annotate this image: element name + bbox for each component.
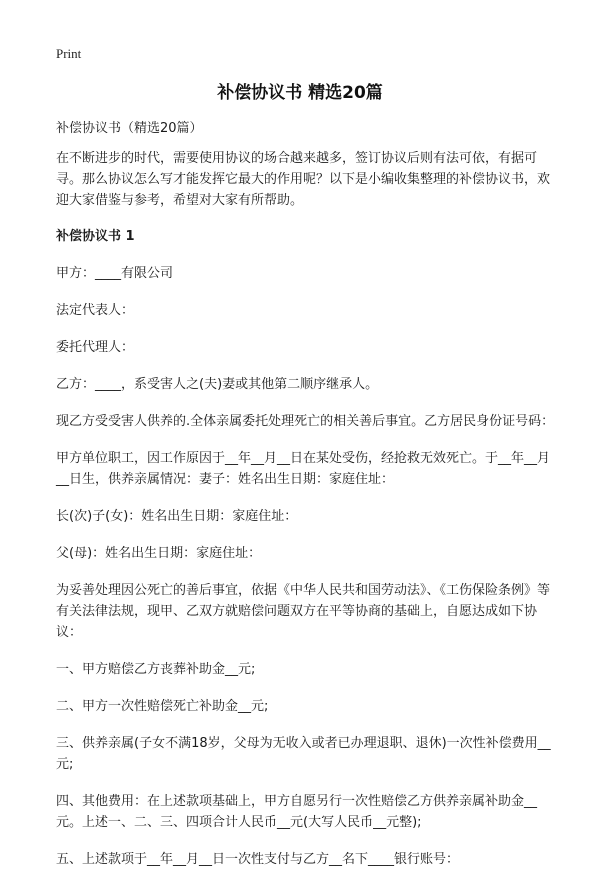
intro-paragraph: 在不断进步的时代，需要使用协议的场合越来越多，签订协议后则有法可依，有据可寻。那么协议怎么写才能发挥它最大的作用呢？以下是小编收集整理的补偿协议书，欢迎大家借鉴与参考，希望对大家有所帮助。 <box>56 151 551 208</box>
entrustment-paragraph: 现乙方受受害人供养的.全体亲属委托处理死亡的相关善后事宜。乙方居民身份证号码： <box>56 414 555 429</box>
document-subtitle: 补偿协议书（精选20篇） <box>56 121 203 136</box>
legal-basis-paragraph: 为妥善处理因公死亡的善后事宜，依据《中华人民共和国劳动法》、《工伤保险条例》等有关法律法规，现甲、乙双方就赔偿问题双方在平等协商的基础上，自愿达成如下协议： <box>56 583 551 640</box>
clause-5: 五、上述款项于__年__月__日一次性支付与乙方__名下____银行账号： <box>56 852 460 867</box>
parent-info-line: 父(母)：姓名出生日期：家庭住址： <box>56 546 262 561</box>
party-a-line: 甲方：____有限公司 <box>56 266 174 281</box>
child-info-line: 长(次)子(女)：姓名出生日期：家庭住址： <box>56 509 298 524</box>
injury-paragraph: 甲方单位职工，因工作原因于__年__月__日在某处受伤，经抢救无效死亡。于__年__月__日生，供养亲属情况：妻子：姓名出生日期：家庭住址： <box>56 451 551 487</box>
document-body <box>56 118 556 886</box>
authorized-agent-line: 委托代理人： <box>56 340 135 355</box>
party-b-line: 乙方：____，系受害人之(夫)妻或其他第二顺序继承人。 <box>56 377 379 392</box>
document-title: 补偿协议书 精选20篇 <box>217 83 383 103</box>
clause-4: 四、其他费用：在上述款项基础上，甲方自愿另行一次性赔偿乙方供养亲属补助金__元。上述一、二、三、四项合计人民币__元(大写人民币__元整); <box>56 794 538 830</box>
clause-2: 二、甲方一次性赔偿死亡补助金__元; <box>56 699 269 714</box>
print-link[interactable]: Print <box>56 46 82 61</box>
clause-1: 一、甲方赔偿乙方丧葬补助金__元; <box>56 662 256 677</box>
section-heading: 补偿协议书 1 <box>56 229 135 244</box>
legal-representative-line: 法定代表人： <box>56 303 135 318</box>
clause-3: 三、供养亲属(子女不满18岁，父母为无收入或者已办理退职、退休)一次性补偿费用__元; <box>56 736 551 772</box>
